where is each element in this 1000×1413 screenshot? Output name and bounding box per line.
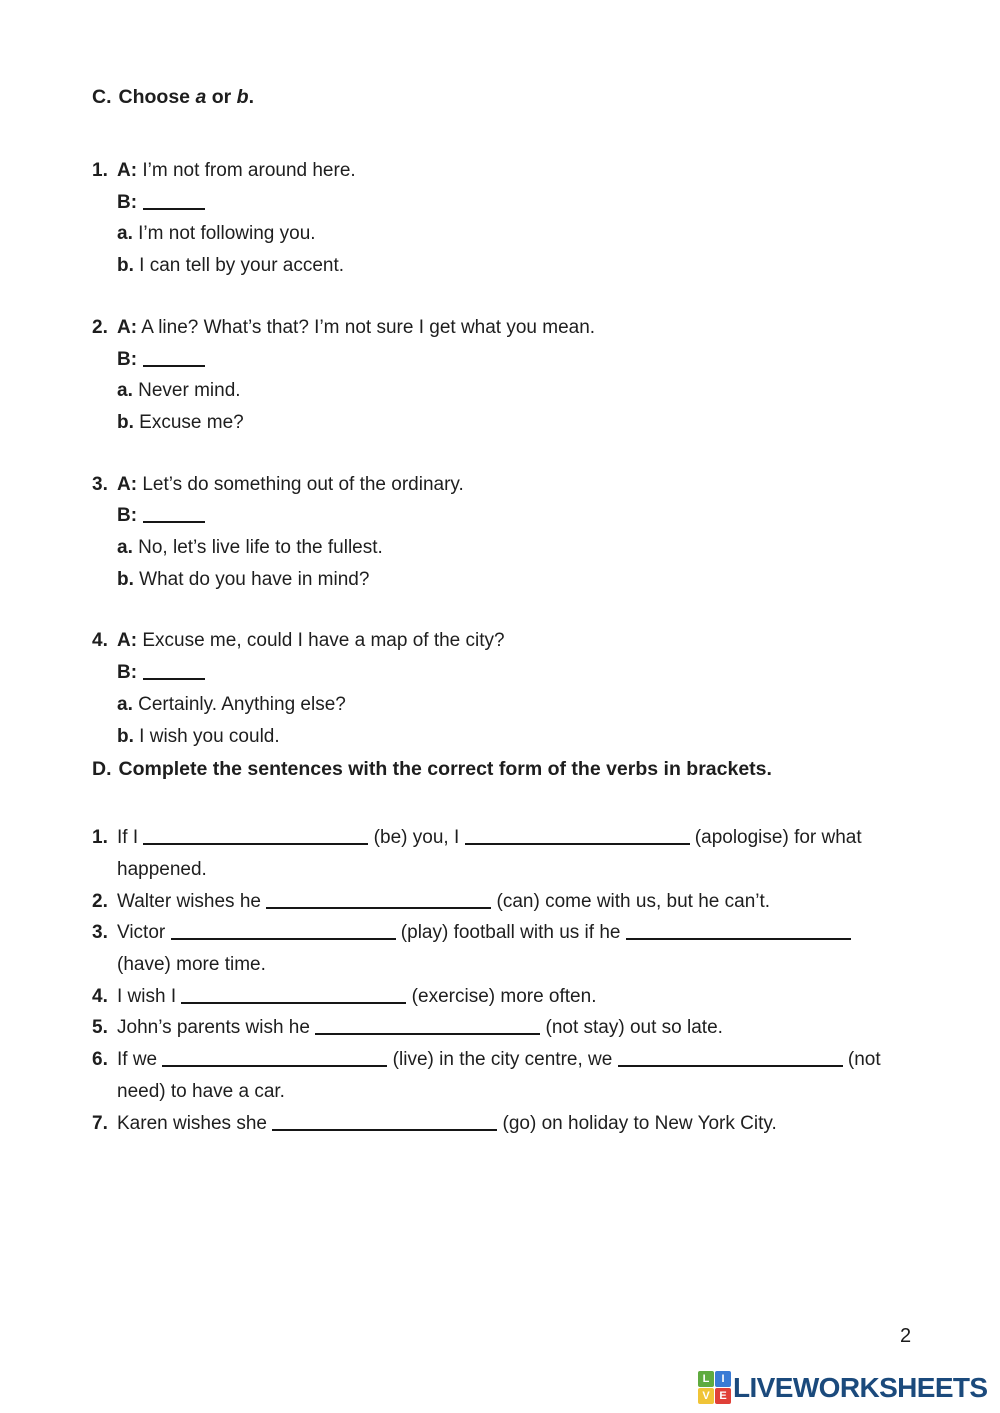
sentence-segment: (play) football with us if he bbox=[395, 922, 626, 944]
sentence-segment: Karen wishes she bbox=[117, 1112, 273, 1134]
option-a-label: a. bbox=[117, 380, 133, 402]
logo-tile-e: E bbox=[715, 1388, 731, 1404]
sentence bbox=[117, 917, 885, 980]
sentence-segment: (not stay) out so late. bbox=[540, 1017, 723, 1039]
speaker-a-text: I’m not from around here. bbox=[142, 160, 356, 181]
d-item-6 bbox=[92, 1044, 887, 1107]
section-d-heading bbox=[92, 756, 887, 782]
option-a-text: Never mind. bbox=[138, 380, 241, 402]
speaker-b-line bbox=[117, 657, 887, 689]
liveworksheets-logo-text: LIVEWORKSHEETS bbox=[733, 1372, 988, 1403]
speaker-a-label: A: bbox=[117, 473, 138, 495]
sentence-segment: (be) you, I bbox=[368, 827, 465, 849]
item-number: 2. bbox=[92, 890, 108, 912]
option-a-line bbox=[117, 532, 887, 564]
sentence bbox=[117, 886, 885, 918]
heading-connector: or bbox=[206, 86, 237, 108]
d-item-1 bbox=[92, 822, 887, 885]
answer-blank[interactable] bbox=[465, 843, 690, 845]
option-b-line bbox=[117, 407, 887, 439]
liveworksheets-logo-icon bbox=[698, 1371, 731, 1404]
sentence-segment: I wish I bbox=[117, 985, 182, 1007]
section-d-items bbox=[92, 822, 887, 1139]
sentence-segment: (go) on holiday to New York City. bbox=[497, 1112, 777, 1134]
option-b-text: I wish you could. bbox=[139, 725, 280, 747]
sentence bbox=[117, 1012, 885, 1044]
sentence-segment: If I bbox=[117, 827, 144, 849]
item-number: 7. bbox=[92, 1112, 108, 1134]
option-b-line bbox=[117, 250, 887, 282]
option-b-text: I can tell by your accent. bbox=[139, 255, 345, 277]
answer-blank[interactable] bbox=[626, 938, 851, 940]
item-number: 1. bbox=[92, 160, 108, 181]
d-item-5 bbox=[92, 1012, 887, 1044]
logo-tile-l: L bbox=[698, 1371, 714, 1387]
logo-tile-i: I bbox=[715, 1371, 731, 1387]
speaker-a-line bbox=[117, 155, 887, 187]
option-a-text: I’m not following you. bbox=[138, 223, 316, 245]
sentence-segment: If we bbox=[117, 1049, 163, 1071]
choice-b-italic: b bbox=[236, 86, 249, 108]
speaker-b-line bbox=[117, 187, 887, 219]
c-item-4 bbox=[92, 625, 887, 752]
answer-blank[interactable] bbox=[266, 907, 491, 909]
section-d-heading-text: Complete the sentences with the correct form of the verbs in brackets. bbox=[118, 758, 772, 781]
option-b-label: b. bbox=[117, 255, 134, 277]
item-number: 3. bbox=[92, 473, 108, 495]
option-b-line bbox=[117, 721, 887, 753]
item-number: 4. bbox=[92, 985, 108, 1007]
option-a-text: Certainly. Anything else? bbox=[138, 693, 346, 715]
answer-blank[interactable] bbox=[272, 1129, 497, 1131]
option-b-label: b. bbox=[117, 725, 134, 747]
option-b-label: b. bbox=[117, 411, 134, 433]
item-number: 3. bbox=[92, 922, 108, 944]
answer-blank[interactable] bbox=[618, 1065, 843, 1067]
answer-blank[interactable] bbox=[143, 678, 205, 680]
answer-blank[interactable] bbox=[171, 938, 396, 940]
d-item-7 bbox=[92, 1108, 887, 1140]
speaker-b-label: B: bbox=[117, 662, 138, 684]
speaker-b-line bbox=[117, 500, 887, 532]
answer-blank[interactable] bbox=[143, 843, 368, 845]
answer-blank[interactable] bbox=[162, 1065, 387, 1067]
option-a-line bbox=[117, 689, 887, 721]
liveworksheets-logo bbox=[698, 1371, 988, 1404]
d-item-2 bbox=[92, 886, 887, 918]
item-number: 1. bbox=[92, 827, 108, 849]
answer-blank[interactable] bbox=[315, 1033, 540, 1035]
sentence-segment: Victor bbox=[117, 922, 171, 944]
answer-blank[interactable] bbox=[143, 208, 205, 210]
answer-blank[interactable] bbox=[143, 365, 205, 367]
worksheet-content bbox=[92, 84, 887, 1139]
sentence-segment: (live) in the city centre, we bbox=[387, 1049, 618, 1071]
option-a-label: a. bbox=[117, 223, 133, 245]
option-a-line bbox=[117, 218, 887, 250]
page-number: 2 bbox=[900, 1325, 912, 1347]
d-item-3 bbox=[92, 917, 887, 980]
choice-a-italic: a bbox=[195, 86, 207, 108]
option-b-line bbox=[117, 564, 887, 596]
sentence bbox=[117, 1108, 885, 1140]
speaker-b-label: B: bbox=[117, 348, 138, 370]
c-item-3 bbox=[92, 469, 887, 596]
option-b-text: Excuse me? bbox=[139, 411, 244, 433]
speaker-a-label: A: bbox=[117, 160, 138, 181]
sentence-segment: (exercise) more often. bbox=[406, 985, 597, 1007]
speaker-b-label: B: bbox=[117, 191, 138, 213]
item-number: 6. bbox=[92, 1049, 108, 1071]
option-b-label: b. bbox=[117, 568, 134, 590]
section-d-label: D. bbox=[92, 758, 112, 781]
speaker-b-line bbox=[117, 344, 887, 376]
speaker-a-text: A line? What’s that? I’m not sure I get what you mean. bbox=[141, 316, 596, 338]
sentence bbox=[117, 981, 885, 1013]
item-number: 2. bbox=[92, 316, 108, 338]
d-item-4 bbox=[92, 981, 887, 1013]
section-c-label: C. bbox=[92, 86, 112, 108]
section-c-items bbox=[92, 155, 887, 752]
sentence bbox=[117, 822, 885, 885]
speaker-a-line bbox=[117, 469, 887, 501]
c-item-2 bbox=[92, 312, 887, 439]
answer-blank[interactable] bbox=[181, 1002, 406, 1004]
option-a-line bbox=[117, 375, 887, 407]
sentence bbox=[117, 1044, 885, 1107]
option-a-text: No, let’s live life to the fullest. bbox=[138, 537, 383, 559]
c-item-1 bbox=[92, 155, 887, 282]
speaker-b-label: B: bbox=[117, 505, 138, 527]
speaker-a-line bbox=[117, 625, 887, 657]
item-number: 5. bbox=[92, 1017, 108, 1039]
speaker-a-text: Let’s do something out of the ordinary. bbox=[142, 473, 464, 495]
sentence-segment: (can) come with us, but he can’t. bbox=[491, 890, 771, 912]
sentence-segment: John’s parents wish he bbox=[117, 1017, 316, 1039]
option-a-label: a. bbox=[117, 693, 133, 715]
sentence-segment: (apologise) for what happened. bbox=[117, 827, 862, 880]
sentence-segment: (not need) to have a car. bbox=[117, 1049, 881, 1102]
speaker-a-text: Excuse me, could I have a map of the city? bbox=[142, 630, 505, 652]
sentence-segment: (have) more time. bbox=[117, 954, 266, 976]
heading-suffix: . bbox=[248, 86, 254, 108]
option-b-text: What do you have in mind? bbox=[139, 568, 370, 590]
speaker-a-label: A: bbox=[117, 630, 138, 652]
speaker-a-line bbox=[117, 312, 887, 344]
sentence-segment: Walter wishes he bbox=[117, 890, 267, 912]
section-c-heading-text: Choose bbox=[118, 86, 196, 108]
answer-blank[interactable] bbox=[143, 521, 205, 523]
option-a-label: a. bbox=[117, 537, 133, 559]
item-number: 4. bbox=[92, 630, 108, 652]
logo-tile-v: V bbox=[698, 1388, 714, 1404]
section-c-heading bbox=[92, 84, 887, 110]
speaker-a-label: A: bbox=[117, 316, 138, 338]
